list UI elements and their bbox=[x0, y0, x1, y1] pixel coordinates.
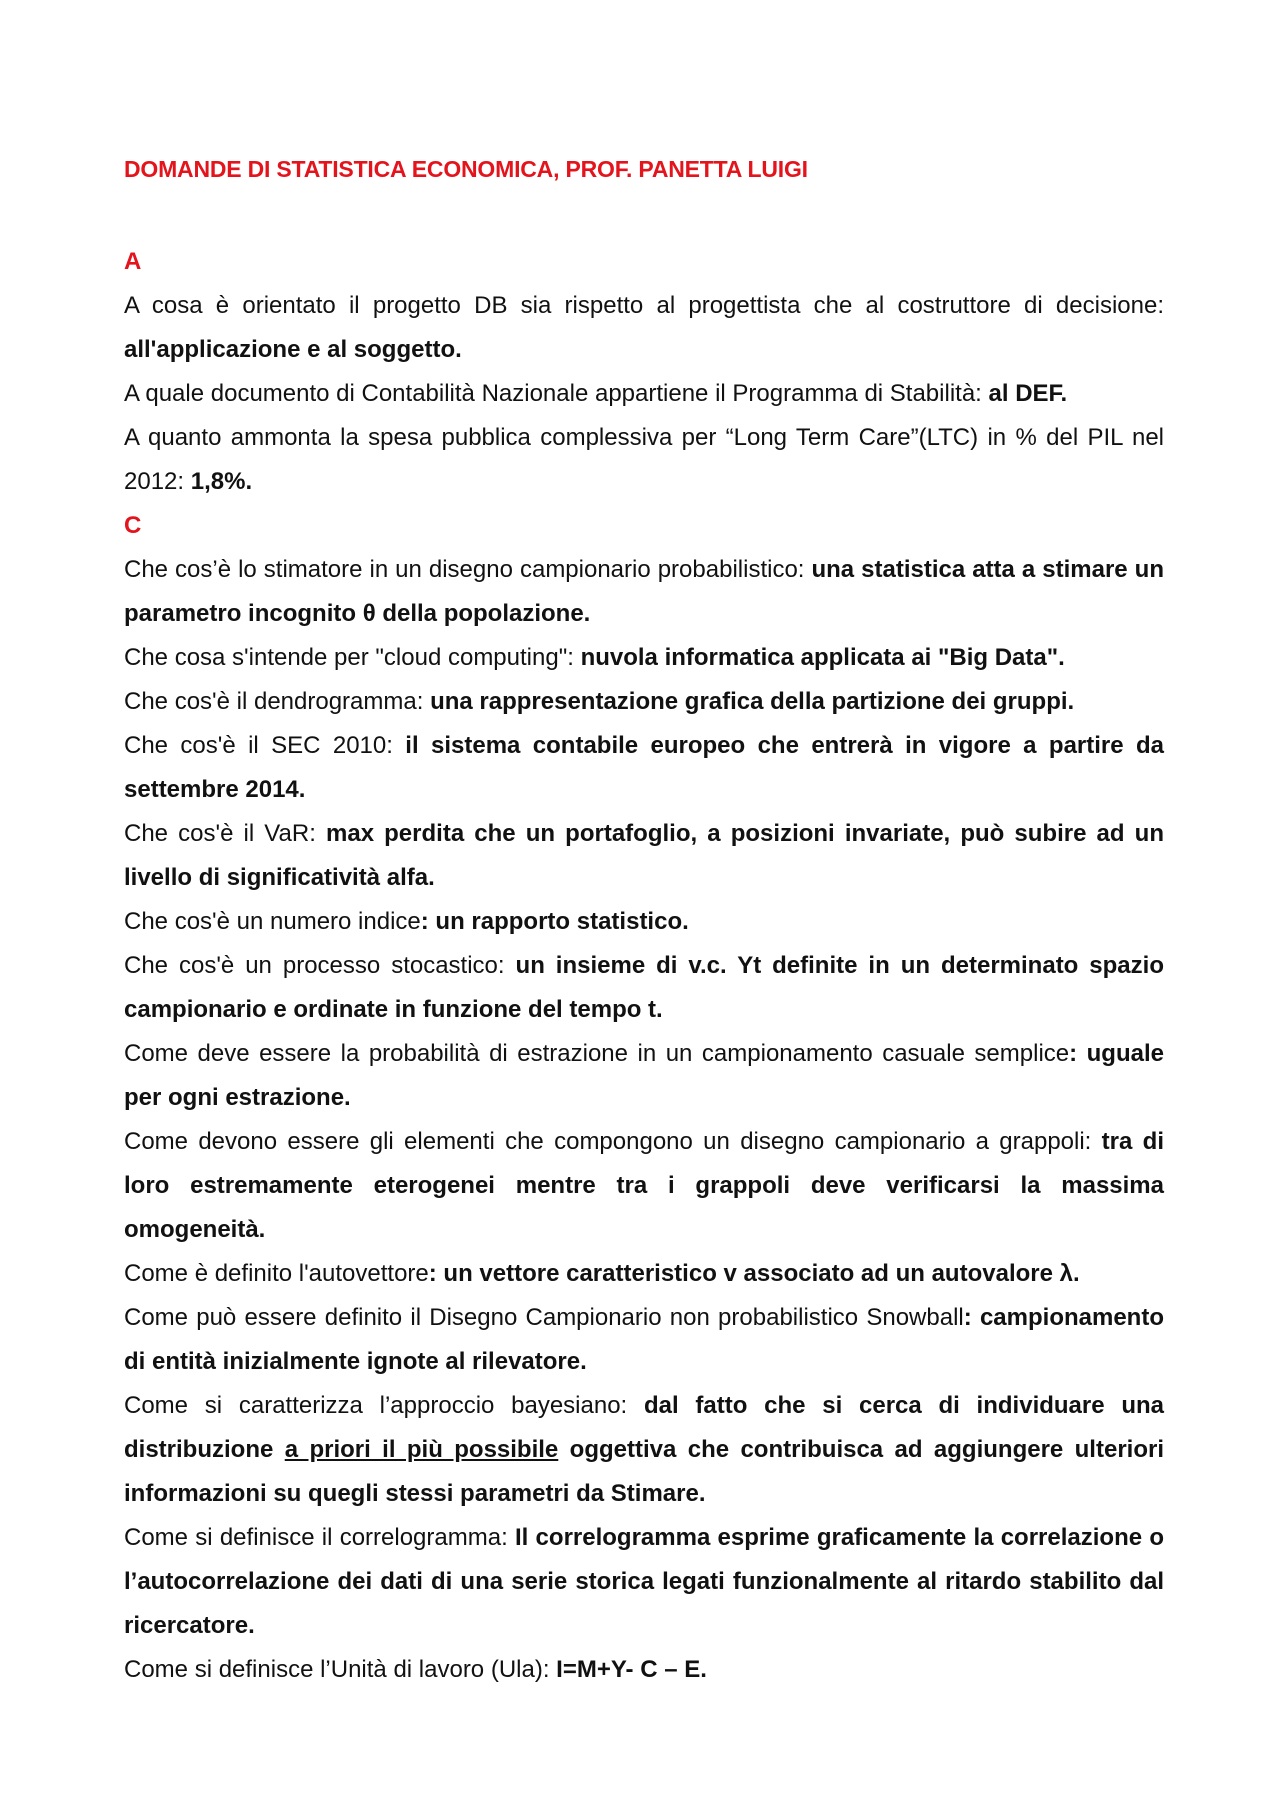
question-text: Che cos’è lo stimatore in un disegno campionario probabilistico: bbox=[124, 556, 812, 583]
question-text: Che cos'è il SEC 2010: bbox=[124, 732, 406, 759]
answer-text: I=M+Y- C – E. bbox=[556, 1656, 707, 1683]
answer-text: : uguale per ogni estrazione. bbox=[124, 1040, 1164, 1111]
question-text: Che cosa s'intende per "cloud computing": bbox=[124, 644, 581, 671]
question-text: Come si definisce l’Unità di lavoro (Ula): bbox=[124, 1656, 557, 1683]
question-text: A quale documento di Contabilità Nazionale appartiene il Programma di Stabilità: bbox=[124, 380, 989, 407]
qa-item bbox=[124, 548, 1164, 636]
qa-item bbox=[124, 1252, 1164, 1296]
qa-item bbox=[124, 944, 1164, 1032]
document-body bbox=[124, 240, 1164, 1692]
question-text: Che cos'è un processo stocastico: bbox=[124, 952, 516, 979]
qa-item bbox=[124, 372, 1164, 416]
question-text: Come è definito l'autovettore bbox=[124, 1260, 429, 1287]
qa-item bbox=[124, 812, 1164, 900]
answer-text: 1,8%. bbox=[190, 468, 253, 495]
qa-item bbox=[124, 636, 1164, 680]
question-text: Che cos'è il dendrogramma: bbox=[124, 688, 431, 715]
question-text: Come devono essere gli elementi che compongono un disegno campionario a grappoli: bbox=[124, 1128, 1102, 1155]
answer-text: : campionamento di entità inizialmente ignote al rilevatore. bbox=[124, 1304, 1164, 1375]
qa-item bbox=[124, 1120, 1164, 1252]
question-text: Come si caratterizza l’approccio bayesiano: bbox=[124, 1392, 644, 1419]
answer-text: oggettiva che contribuisca ad aggiungere ulteriori informazioni su quegli stessi parametri da Stimare. bbox=[124, 1436, 1164, 1507]
qa-item bbox=[124, 724, 1164, 812]
question-text: Come può essere definito il Disegno Campionario non probabilistico Snowball bbox=[124, 1304, 964, 1331]
answer-text: all'applicazione e al soggetto. bbox=[124, 336, 462, 363]
page-title: DOMANDE DI STATISTICA ECONOMICA, PROF. PANETTA LUIGI bbox=[124, 156, 808, 182]
answer-text: : un rapporto statistico. bbox=[420, 908, 689, 935]
question-text: Come si definisce il correlogramma: bbox=[124, 1524, 515, 1551]
question-text: Come deve essere la probabilità di estrazione in un campionamento casuale semplice bbox=[124, 1040, 1070, 1067]
answer-text: Il correlogramma esprime graficamente la correlazione o l’autocorrelazione dei dati di una serie storica legati funzionalmente al ritardo stabilito dal ricercatore. bbox=[124, 1524, 1164, 1639]
answer-text: : un vettore caratteristico v associato ad un autovalore λ. bbox=[428, 1260, 1080, 1287]
qa-item bbox=[124, 284, 1164, 372]
section-letter-c: C bbox=[124, 512, 142, 539]
question-text: Che cos'è un numero indice bbox=[124, 908, 421, 935]
qa-item bbox=[124, 1296, 1164, 1384]
answer-text: il sistema contabile europeo che entrerà in vigore a partire da settembre 2014. bbox=[124, 732, 1164, 803]
question-text: A cosa è orientato il progetto DB sia rispetto al progettista che al costruttore di decisione: bbox=[124, 292, 1164, 319]
answer-text: una statistica atta a stimare un parametro incognito θ della popolazione. bbox=[124, 556, 1164, 627]
qa-item bbox=[124, 1648, 1164, 1692]
qa-item bbox=[124, 1032, 1164, 1120]
qa-item bbox=[124, 900, 1164, 944]
answer-text: al DEF. bbox=[988, 380, 1068, 407]
qa-item bbox=[124, 680, 1164, 724]
answer-text: tra di loro estremamente eterogenei mentre tra i grappoli deve verificarsi la massima omogeneità. bbox=[124, 1128, 1164, 1243]
answer-text: nuvola informatica applicata ai "Big Data". bbox=[580, 644, 1065, 671]
qa-item bbox=[124, 1384, 1164, 1516]
qa-item bbox=[124, 416, 1164, 504]
answer-text: una rappresentazione grafica della partizione dei gruppi. bbox=[430, 688, 1075, 715]
qa-item bbox=[124, 1516, 1164, 1648]
question-text: Che cos'è il VaR: bbox=[124, 820, 326, 847]
section-letter-a: A bbox=[124, 248, 142, 275]
answer-text: un insieme di v.c. Yt definite in un determinato spazio campionario e ordinate in funzione del tempo t. bbox=[124, 952, 1164, 1023]
answer-underlined-text: a priori il più possibile bbox=[284, 1436, 559, 1463]
question-text: A quanto ammonta la spesa pubblica complessiva per “Long Term Care”(LTC) in % del PIL nel 2012: bbox=[124, 424, 1164, 495]
answer-text: dal fatto che si cerca di individuare una distribuzione bbox=[124, 1392, 1165, 1463]
answer-text: max perdita che un portafoglio, a posizioni invariate, può subire ad un livello di significatività alfa. bbox=[124, 820, 1165, 891]
